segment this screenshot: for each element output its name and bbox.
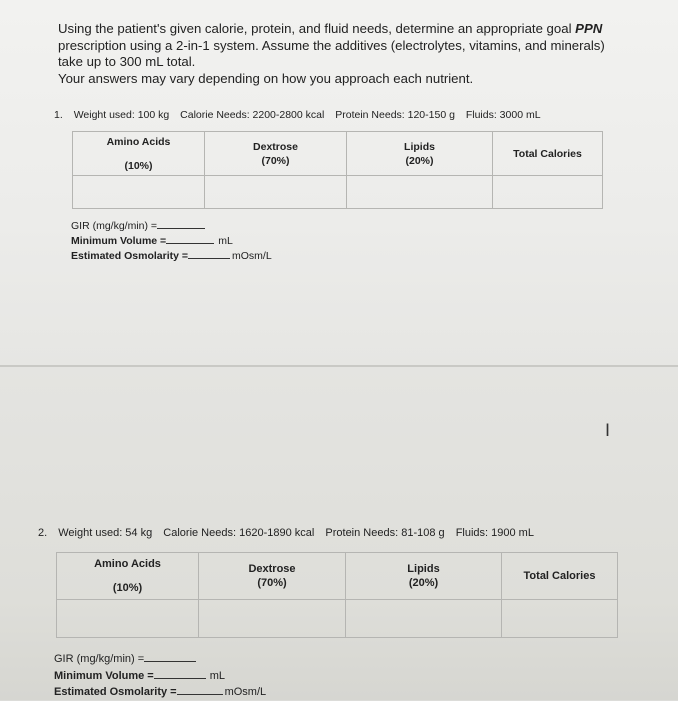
- header-amino-acids: Amino Acids (10%): [57, 553, 199, 600]
- instructions-note: Your answers may vary depending on how you approach each nutrient.: [58, 70, 474, 86]
- page-fold: [0, 365, 678, 367]
- problem-1-table: [72, 131, 603, 209]
- weight-used: Weight used: 100 kg: [73, 109, 170, 121]
- instructions: [58, 21, 628, 87]
- osmolarity-row: Estimated Osmolarity = mOsm/L: [71, 250, 272, 262]
- header-lipids: Lipids (20%): [347, 132, 493, 176]
- protein-needs: Protein Needs: 81-108 g: [325, 527, 445, 539]
- answer-cell-total[interactable]: [493, 176, 603, 209]
- osmolarity-blank[interactable]: [188, 248, 230, 259]
- gir-blank[interactable]: [144, 651, 196, 662]
- header-total-calories: Total Calories: [493, 132, 603, 176]
- problem-1-calculations: [71, 218, 272, 263]
- answer-cell-amino[interactable]: [57, 600, 199, 638]
- fluid-needs: Fluids: 3000 mL: [465, 109, 541, 121]
- header-dextrose: Dextrose (70%): [205, 132, 347, 176]
- problem-number: 1.: [54, 109, 63, 121]
- header-amino-acids: Amino Acids (10%): [73, 132, 205, 176]
- answer-cell-amino[interactable]: [73, 176, 205, 209]
- answer-cell-lipids[interactable]: [347, 176, 493, 209]
- fluid-needs: Fluids: 1900 mL: [455, 527, 534, 539]
- text-cursor-icon: I: [605, 421, 611, 441]
- problem-number: 2.: [38, 527, 48, 539]
- protein-needs: Protein Needs: 120-150 g: [335, 109, 455, 121]
- min-volume-row: Minimum Volume = mL: [71, 235, 233, 247]
- answer-cell-dextrose[interactable]: [205, 176, 347, 209]
- calorie-needs: Calorie Needs: 1620-1890 kcal: [163, 527, 315, 539]
- min-volume-blank[interactable]: [154, 668, 206, 679]
- min-volume-blank[interactable]: [166, 233, 214, 244]
- min-volume-row: Minimum Volume = mL: [54, 669, 226, 682]
- header-total-calories: Total Calories: [502, 553, 618, 600]
- gir-row: GIR (mg/kg/min) =: [71, 218, 272, 233]
- answer-cell-dextrose[interactable]: [199, 600, 346, 638]
- problem-2-info: [38, 527, 542, 539]
- problem-2-calculations: [54, 651, 266, 701]
- problem-2-table: [56, 552, 618, 638]
- answer-cell-total[interactable]: [502, 600, 618, 638]
- instructions-text: Using the patient's given calorie, protein, and fluid needs, determine an appropriate goal PPN prescription using a 2-in-1 system. Assume the additives (electrolytes, vitamins, and minerals) take up to 300 mL total.: [58, 21, 605, 69]
- weight-used: Weight used: 54 kg: [58, 527, 153, 539]
- osmolarity-blank[interactable]: [177, 684, 223, 695]
- osmolarity-row: Estimated Osmolarity = mOsm/L: [54, 686, 267, 698]
- header-lipids: Lipids (20%): [346, 553, 502, 600]
- gir-blank[interactable]: [157, 218, 205, 229]
- calorie-needs: Calorie Needs: 2200-2800 kcal: [180, 109, 325, 121]
- ppn-label: PPN: [575, 21, 603, 36]
- gir-row: GIR (mg/kg/min) =: [54, 651, 266, 668]
- header-dextrose: Dextrose (70%): [199, 553, 346, 600]
- problem-1-info: [54, 109, 549, 121]
- answer-cell-lipids[interactable]: [346, 600, 502, 638]
